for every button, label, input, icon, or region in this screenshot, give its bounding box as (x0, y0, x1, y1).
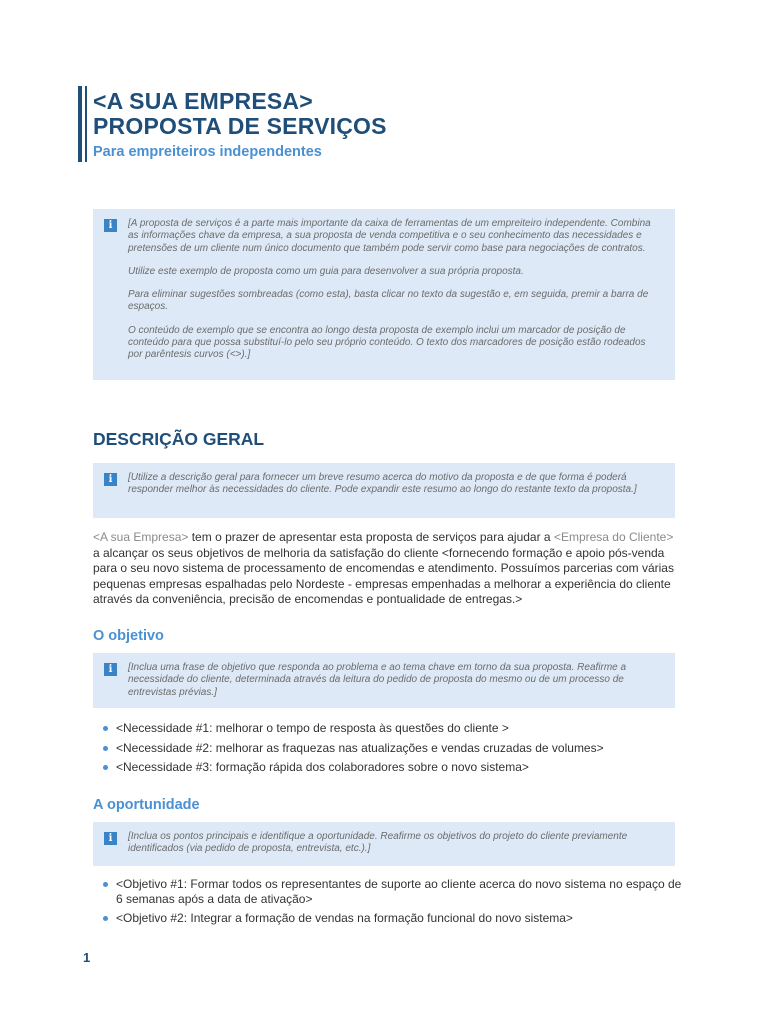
intro-tip-paragraph: [A proposta de serviços é a parte mais importante da caixa de ferramentas de um empreiteiro independente. Combina as informações chave da empresa, a sua proposta de venda competitiva e o seu conhecimento das necessidades e pretensões de um cliente num único documento que também pode servir como base para negociações de contratos. (128, 218, 651, 254)
list-item-text: <Necessidade #2: melhorar as fraquezas nas atualizações e vendas cruzadas de volumes> (116, 740, 604, 755)
list-item-text: <Necessidade #3: formação rápida dos colaboradores sobre o novo sistema> (116, 760, 529, 774)
intro-tip-paragraph: Utilize este exemplo de proposta como um guia para desenvolver a sua própria proposta. (128, 265, 524, 277)
list-item (93, 911, 683, 926)
overview-body (93, 530, 679, 608)
list-item-text: <Necessidade #1: melhorar o tempo de resposta às questões do cliente > (116, 721, 509, 735)
objective-heading: O objetivo (93, 628, 164, 644)
objective-tip-text: [Inclua uma frase de objetivo que responda ao problema e ao tema chave em torno da sua proposta. Reafirme a necessidade do cliente, determinada através da leitura do pedido de proposta do mesmo ou de um processo de entrevistas prévias.] (128, 662, 627, 698)
company-name: <A SUA EMPRESA> (93, 88, 313, 114)
document-title: PROPOSTA DE SERVIÇOS (93, 113, 387, 139)
bullet-icon (103, 765, 108, 770)
objective-tip-box (93, 653, 675, 708)
placeholder-client: <Empresa do Cliente> (553, 530, 674, 544)
info-icon: i (104, 663, 117, 676)
info-icon: i (104, 473, 117, 486)
list-item-text: <Objetivo #1: Formar todos os representantes de suporte ao cliente acerca do novo sistema no espaço de 6 semanas após a data de ativação> (116, 877, 682, 906)
document-subtitle: Para empreiteiros independentes (93, 144, 322, 160)
overview-tip-box (93, 463, 675, 518)
title-block (78, 86, 678, 162)
info-icon: i (104, 219, 117, 232)
title-accent-bar-thin (85, 86, 87, 162)
intro-tip-box (93, 209, 675, 380)
bullet-icon (103, 916, 108, 921)
title-accent-bar (78, 86, 82, 162)
page-number: 1 (83, 950, 91, 965)
list-item (93, 741, 683, 756)
overview-tip-text: [Utilize a descrição geral para fornecer um breve resumo acerca do motivo da proposta e de que forma é poderá responder melhor às necessidades do cliente. Pode expandir este resumo ao longo do restante texto da proposta.] (128, 472, 637, 496)
overview-body-text: tem o prazer de apresentar esta proposta de serviços para ajudar a (188, 530, 554, 544)
intro-tip-paragraph: O conteúdo de exemplo que se encontra ao longo desta proposta de exemplo inclui um marcador de posição de conteúdo para que possa substituí-lo pelo seu próprio conteúdo. O texto dos marcadores de posição estão rodeados por parêntesis curvos (<>).] (128, 324, 646, 361)
list-item (93, 877, 683, 907)
list-item-text: <Objetivo #2: Integrar a formação de vendas na formação funcional do novo sistema> (116, 911, 573, 925)
bullet-icon (103, 746, 108, 751)
placeholder-company: <A sua Empresa> (93, 530, 189, 544)
objective-list (93, 721, 683, 775)
opportunity-heading: A oportunidade (93, 797, 200, 813)
info-icon: i (104, 832, 117, 845)
opportunity-tip-text: [Inclua os pontos principais e identifique a oportunidade. Reafirme os objetivos do projeto do cliente previamente identificados (via pedido de proposta, entrevista, etc.).] (128, 831, 628, 855)
overview-heading: DESCRIÇÃO GERAL (93, 429, 265, 449)
intro-tip-paragraph: Para eliminar sugestões sombreadas (como esta), basta clicar no texto da sugestão e, em seguida, premir a barra de espaços. (128, 289, 649, 313)
list-item (93, 760, 683, 775)
list-item (93, 721, 683, 736)
bullet-icon (103, 882, 108, 887)
opportunity-tip-box (93, 822, 675, 866)
bullet-icon (103, 726, 108, 731)
overview-body-text: a alcançar os seus objetivos de melhoria da satisfação do cliente <fornecendo formação e apoio pós-venda para o seu novo sistema de processamento de encomendas e atendimento. Possuímos parcerias com várias pequenas empresas espalhadas pelo Nordeste - empresas empenhadas a melhorar a experiência do cliente através da conveniência, precisão de encomendas e pontualidade de entregas.> (93, 545, 674, 606)
opportunity-list (93, 877, 683, 926)
